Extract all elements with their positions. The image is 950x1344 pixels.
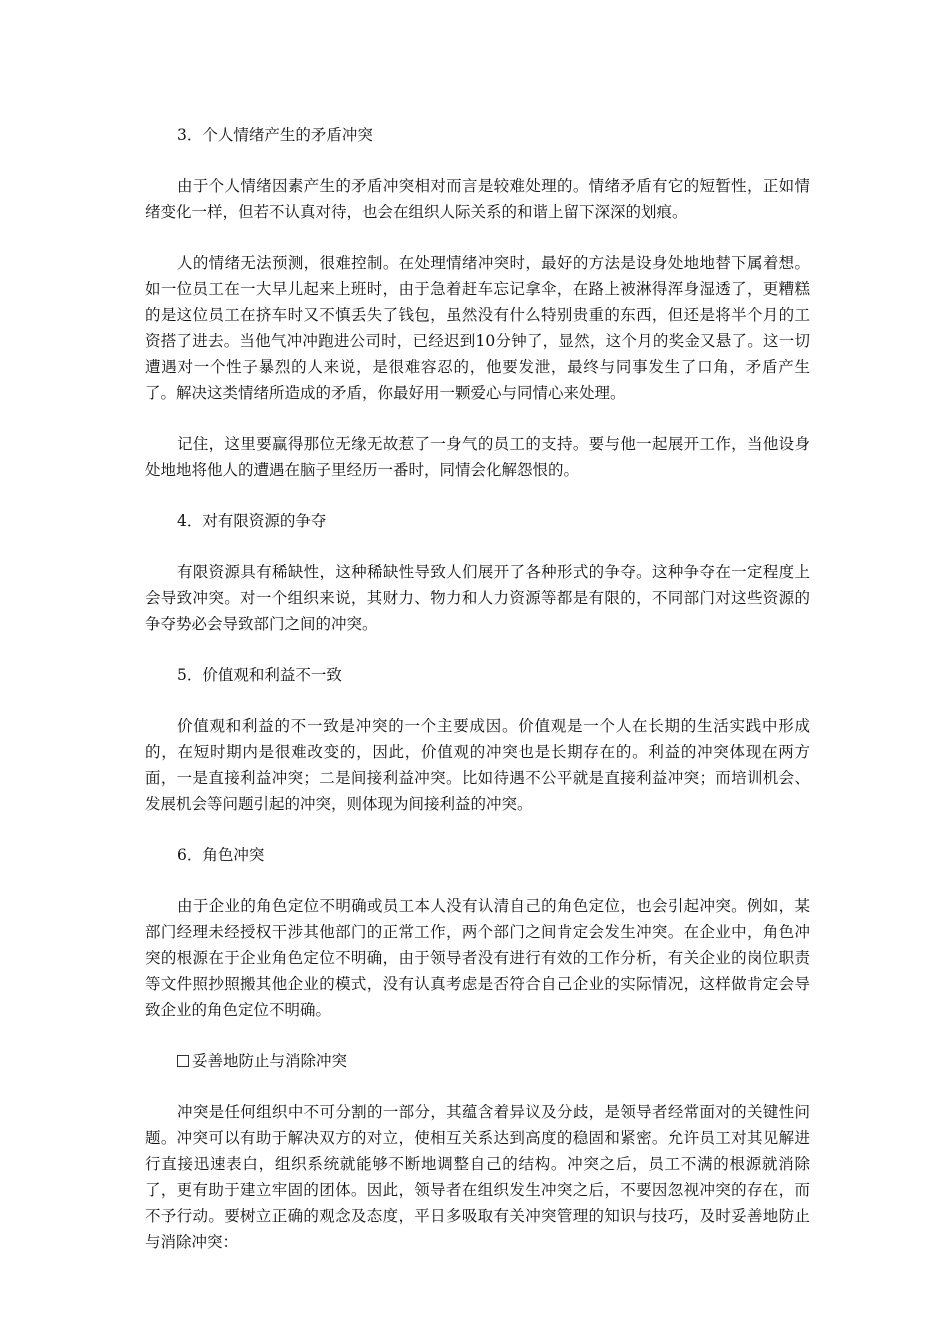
paragraph: 价值观和利益的不一致是冲突的一个主要成因。价值观是一个人在长期的生活实践中形成的，在短时期内是很难改变的，因此，价值观的冲突也是长期存在的。利益的冲突体现在两方面，一是直接利益冲突；二是间接利益冲突。比如待遇不公平就是直接利益冲突；而培训机会、发展机会等问题引起的冲突，则体现为间接利益的冲突。 xyxy=(145,717,810,813)
paragraph: 记住，这里要赢得那位无缘无故惹了一身气的员工的支持。要与他一起展开工作，当他设身处地地将他人的遭遇在脑子里经历一番时，同情会化解怨恨的。 xyxy=(145,435,810,479)
checkbox-section-heading xyxy=(145,1048,810,1074)
section-heading-4: 4．对有限资源的争夺 xyxy=(177,512,327,530)
paragraph: 冲突是任何组织中不可分割的一部分，其蕴含着异议及分歧，是领导者经常面对的关键性问题。冲突可以有助于解决双方的对立，使相互关系达到高度的稳固和紧密。允许员工对其见解进行直接迅速表白，组织系统就能够不断地调整自己的结构。冲突之后，员工不满的根源就消除了，更有助于建立牢固的团体。因此，领导者在组织发生冲突之后，不要因忽视冲突的存在，而不予行动。要树立正确的观念及态度，平日多吸取有关冲突管理的知识与技巧，及时妥善地防止与消除冲突： xyxy=(145,1103,810,1251)
paragraph: 有限资源具有稀缺性，这种稀缺性导致人们展开了各种形式的争夺。这种争夺在一定程度上会导致冲突。对一个组织来说，其财力、物力和人力资源等都是有限的，不同部门对这些资源的争夺势必会导致部门之间的冲突。 xyxy=(145,563,810,633)
section-heading-5: 5．价值观和利益不一致 xyxy=(177,666,342,684)
paragraph: 人的情绪无法预测，很难控制。在处理情绪冲突时，最好的方法是设身处地地替下属着想。如一位员工在一大早儿起来上班时，由于急着赶车忘记拿伞，在路上被淋得浑身湿透了，更糟糕的是这位员工在挤车时又不慎丢失了钱包，虽然没有什么特别贵重的东西，但还是将半个月的工资搭了进去。当他气冲冲跑进公司时，已经迟到10分钟了，显然，这个月的奖金又悬了。这一切遭遇对一个性子暴烈的人来说，是很难容忍的，他要发泄，最终与同事发生了口角，矛盾产生了。解决这类情绪所造成的矛盾，你最好用一颗爱心与同情心来处理。 xyxy=(145,254,810,402)
checkbox-square-icon xyxy=(177,1055,189,1067)
checkbox-section-title: 妥善地防止与消除冲突 xyxy=(192,1052,348,1070)
paragraph: 由于企业的角色定位不明确或员工本人没有认清自己的角色定位，也会引起冲突。例如，某部门经理未经授权干涉其他部门的正常工作，两个部门之间肯定会发生冲突。在企业中，角色冲突的根源在于企业角色定位不明确，由于领导者没有进行有效的工作分析，有关企业的岗位职责等文件照抄照搬其他企业的模式，没有认真考虑是否符合自己企业的实际情况，这样做肯定会导致企业的角色定位不明确。 xyxy=(145,897,810,1019)
section-heading-3: 3．个人情绪产生的矛盾冲突 xyxy=(177,126,373,144)
document-page xyxy=(145,122,810,1280)
paragraph: 由于个人情绪因素产生的矛盾冲突相对而言是较难处理的。情绪矛盾有它的短暂性，正如情绪变化一样，但若不认真对待，也会在组织人际关系的和谐上留下深深的划痕。 xyxy=(145,177,810,221)
section-heading-6: 6．角色冲突 xyxy=(177,846,265,864)
